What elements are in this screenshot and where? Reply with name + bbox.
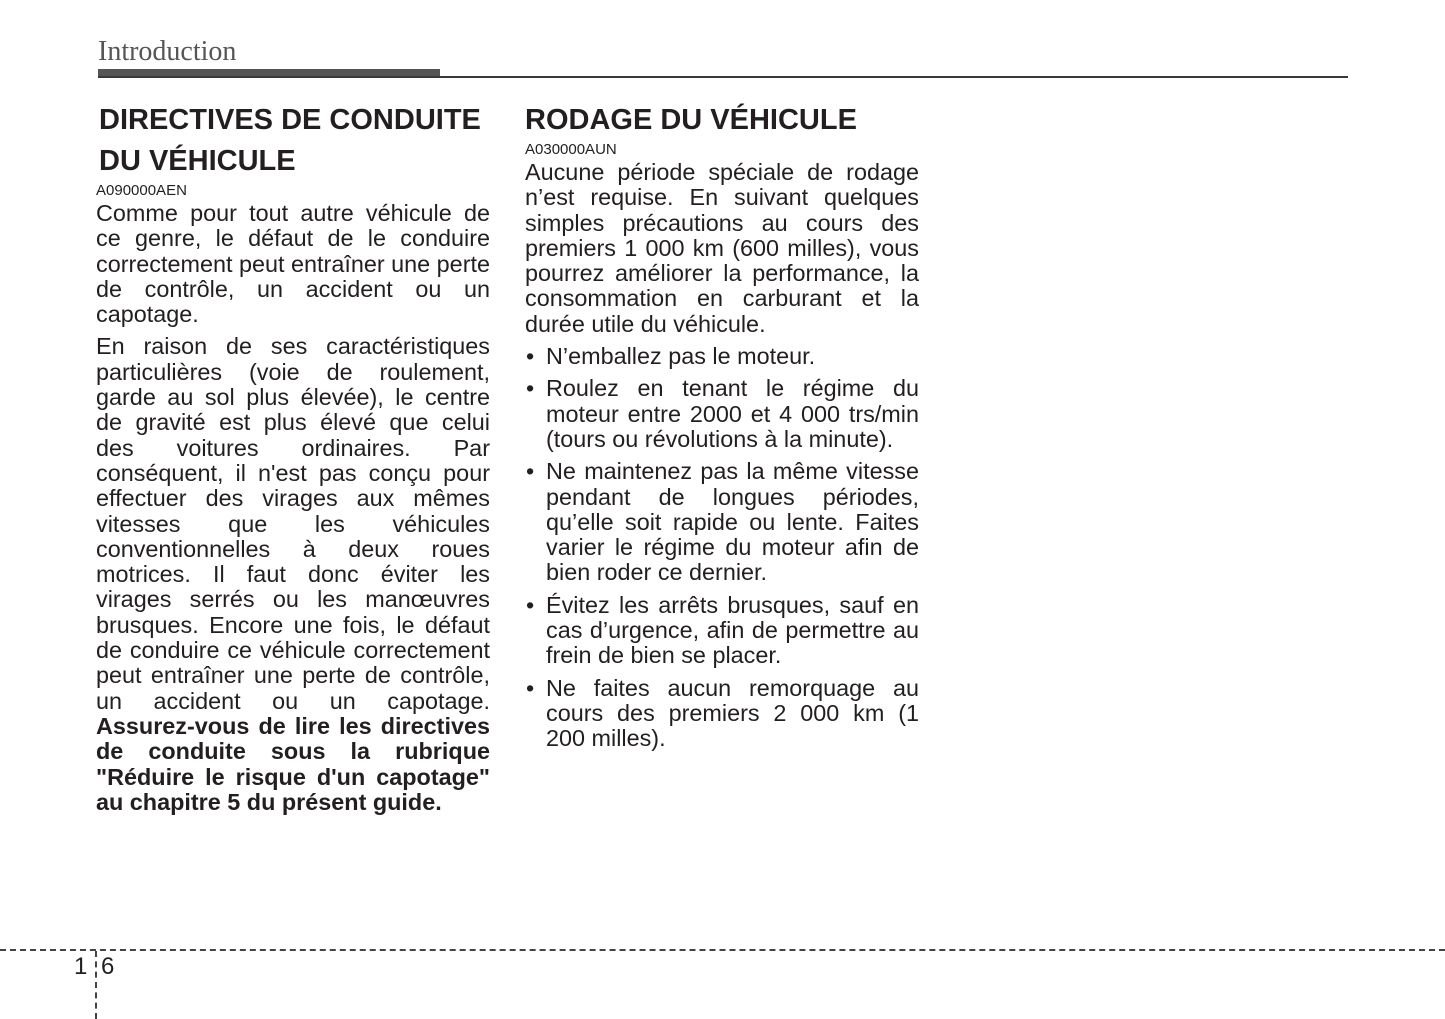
- bullet-icon: •: [526, 375, 535, 402]
- chapter-number: 1: [74, 953, 88, 980]
- left-paragraph-1: Comme pour tout autre véhicule de ce genre, le défaut de le conduire correctement peut entraîner une perte de contrôle, un accident ou un capotage.: [96, 200, 490, 328]
- break-in-list: [525, 344, 919, 751]
- left-paragraph-2: [96, 334, 490, 815]
- bullet-icon: •: [526, 343, 535, 370]
- section-header: Introduction: [98, 36, 237, 67]
- list-item-text: Évitez les arrêts brusques, sauf en cas d’urgence, afin de permettre au frein de bien se placer.: [546, 591, 919, 669]
- footer-divider: [0, 949, 1445, 951]
- list-item: [525, 593, 919, 669]
- left-title-line2: DU VÉHICULE: [99, 145, 296, 177]
- header-rule: [98, 76, 1348, 78]
- bullet-icon: •: [526, 591, 535, 618]
- right-title: RODAGE DU VÉHICULE: [525, 104, 857, 136]
- bullet-icon: •: [526, 458, 535, 485]
- page-number: 6: [101, 953, 115, 980]
- left-paragraph-2-text: En raison de ses caractéristiques particulières (voie de roulement, garde au sol plus élevée), le centre de gravité est plus élevé que celui des voitures ordinaires. Par conséquent, il n'est pas conçu pour effectuer des virages aux mêmes vitesses que les véhicules conventionnelles à deux roues motrices. Il faut donc éviter les virages serrés ou les manœuvres brusques. Encore une fois, le défaut de conduire ce véhicule correctement peut entraîner une perte de contrôle, un accident ou un capotage.: [96, 333, 490, 714]
- left-paragraph-2-bold: Assurez-vous de lire les directives de conduite sous la rubrique "Réduire le risque d'un capotage" au chapitre 5 du présent guide.: [96, 712, 490, 815]
- list-item: [525, 376, 919, 452]
- list-item: [525, 344, 919, 369]
- right-reference-code: A030000AUN: [525, 141, 617, 158]
- list-item-text: N’emballez pas le moteur.: [546, 343, 816, 370]
- footer-page-divider: [95, 951, 97, 1019]
- left-title-line1: DIRECTIVES DE CONDUITE: [99, 104, 481, 136]
- left-title: [96, 100, 490, 182]
- right-column: [525, 100, 919, 759]
- bullet-icon: •: [526, 674, 535, 701]
- list-item: [525, 459, 919, 585]
- list-item-text: Ne faites aucun remorquage au cours des premiers 2 000 km (1 200 milles).: [546, 674, 919, 752]
- right-intro-paragraph: Aucune période spéciale de rodage n’est requise. En suivant quelques simples précautions au cours des premiers 1 000 km (600 milles), vous pourrez améliorer la performance, la consommation en carburant et la durée utile du véhicule.: [525, 159, 919, 337]
- left-reference-code: A090000AEN: [96, 182, 187, 199]
- list-item-text: Ne maintenez pas la même vitesse pendant de longues périodes, qu’elle soit rapide ou lente. Faites varier le régime du moteur afin de bien roder ce dernier.: [546, 458, 919, 586]
- list-item: [525, 676, 919, 752]
- list-item-text: Roulez en tenant le régime du moteur entre 2000 et 4 000 trs/min (tours ou révolutions à la minute).: [546, 375, 919, 452]
- left-column: [96, 100, 490, 822]
